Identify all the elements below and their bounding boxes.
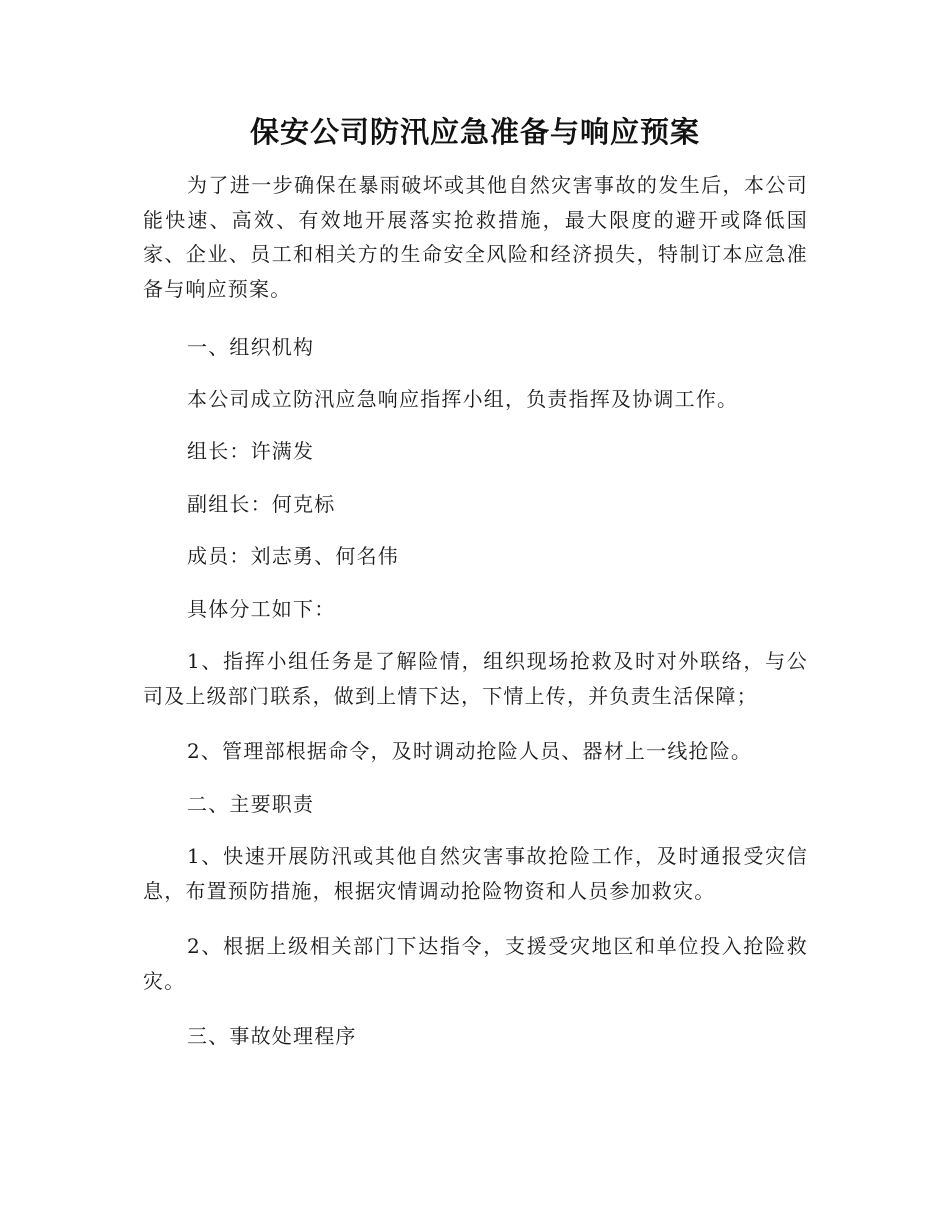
paragraph-duty-2: 2、根据上级相关部门下达指令，支援受灾地区和单位投入抢险救灾。: [143, 934, 808, 993]
paragraph-intro: 为了进一步确保在暴雨破坏或其他自然灾害事故的发生后，本公司能快速、高效、有效地开展落实抢救措施，最大限度的避开或降低国家、企业、员工和相关方的生命安全风险和经济损失，特制订本应急准备与响应预案。: [143, 173, 808, 301]
paragraph-group-leader: 组长：许满发: [187, 439, 315, 463]
heading-organization: 一、组织机构: [187, 335, 315, 359]
paragraph-duty-1: 1、快速开展防汛或其他自然灾害事故抢险工作，及时通报受灾信息，布置预防措施，根据灾情调动抢险物资和人员参加救灾。: [143, 844, 808, 903]
paragraph-deputy-leader: 副组长：何克标: [187, 492, 336, 516]
paragraph-division-intro: 具体分工如下：: [187, 597, 336, 621]
document-title: 保安公司防汛应急准备与响应预案: [249, 115, 700, 149]
heading-main-duties: 二、主要职责: [187, 792, 315, 816]
heading-accident-procedure: 三、事故处理程序: [187, 1024, 357, 1048]
paragraph-members: 成员：刘志勇、何名伟: [187, 544, 399, 568]
paragraph-command-group: 本公司成立防汛应急响应指挥小组，负责指挥及协调工作。: [187, 387, 739, 411]
paragraph-division-2: 2、管理部根据命令，及时调动抢险人员、器材上一线抢险。: [187, 739, 753, 763]
paragraph-division-1: 1、指挥小组任务是了解险情，组织现场抢救及时对外联络，与公司及上级部门联系，做到上情下达，下情上传，并负责生活保障；: [143, 649, 808, 708]
